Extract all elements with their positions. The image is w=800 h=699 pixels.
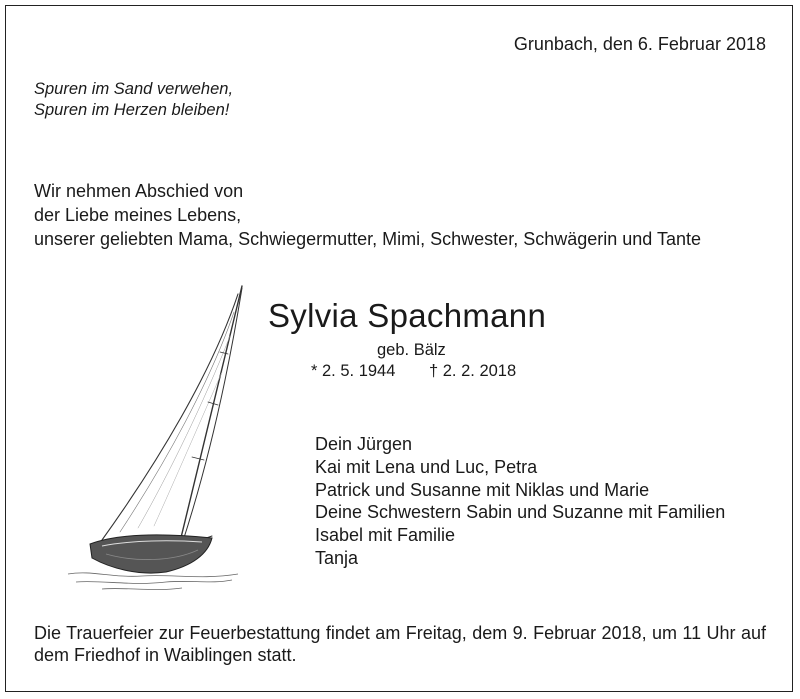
place-date: Grunbach, den 6. Februar 2018 <box>513 34 766 54</box>
farewell-intro <box>34 179 701 251</box>
mourner-line: Tanja <box>315 547 359 568</box>
mourner-line: Dein Jürgen <box>315 434 413 454</box>
birth-date: * 2. 5. 1944 <box>311 362 396 380</box>
memorial-quote <box>34 79 233 121</box>
maiden-name: geb. Bälz <box>377 341 446 359</box>
sailboat-drawing-icon <box>62 282 262 596</box>
mourner-line: Isabel mit Familie <box>315 525 456 546</box>
death-date: † 2. 2. 2018 <box>429 362 517 380</box>
intro-line-2: der Liebe meines Lebens, <box>34 205 242 225</box>
mourner-line: Deine Schwestern Sabin und Suzanne mit Familien <box>315 502 726 523</box>
mourners-list <box>315 433 725 570</box>
mourner-line: Patrick und Susanne mit Niklas und Marie <box>315 479 650 500</box>
funeral-service-info: Die Trauerfeier zur Feuerbestattung findet am Freitag, dem 9. Februar 2018, um 11 Uhr auf dem Friedhof in Waiblingen statt. <box>34 623 766 665</box>
intro-line-1: Wir nehmen Abschied von <box>34 181 244 201</box>
quote-line-2: Spuren im Herzen bleiben! <box>34 101 230 119</box>
deceased-name: Sylvia Spachmann <box>268 297 547 334</box>
quote-line-1: Spuren im Sand verwehen, <box>34 80 234 98</box>
mourner-line: Kai mit Lena und Luc, Petra <box>315 456 538 477</box>
intro-line-3: unserer geliebten Mama, Schwiegermutter, Mimi, Schwester, Schwägerin und Tante <box>34 229 701 249</box>
